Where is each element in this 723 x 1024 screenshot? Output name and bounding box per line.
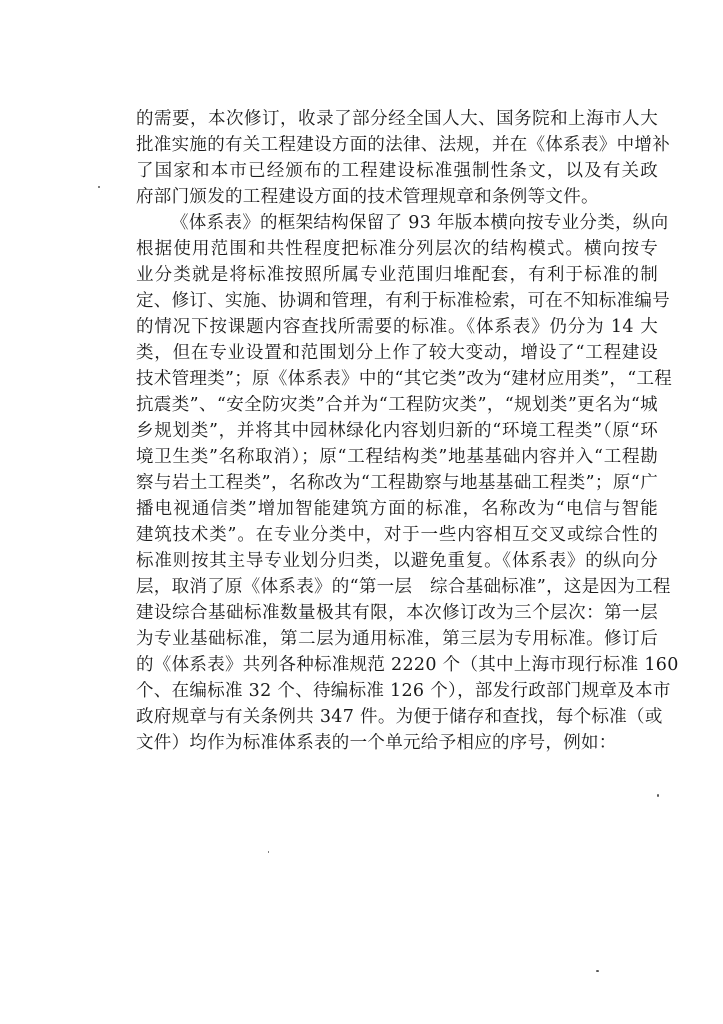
text-line: 的情况下按课题内容查找所需要的标准。《体系表》仍分为 14 大 [136,317,658,337]
text-line: 类，但在专业设置和范围划分上作了较大变动，增设了“工程建设 [136,343,658,363]
text-line: 个、在编标准 32 个、待编标准 126 个），部发行政部门规章及本市 [136,681,671,701]
text-line: 技术管理类”；原《体系表》中的“其它类”改为“建材应用类”，“工程 [136,369,673,389]
scan-speck [98,186,100,188]
text-line: 为专业基础标准，第二层为通用标准，第三层为专用标准。修订后 [136,629,658,649]
text-line: 府部门颁发的工程建设方面的技术管理规章和条例等文件。 [136,187,599,207]
text-line: 业分类就是将标准按照所属专业范围归堆配套，有利于标准的制 [136,265,658,285]
text-line: 的需要，本次修订，收录了部分经全国人大、国务院和上海市人大 [136,109,658,129]
text-line: 境卫生类”名称取消）；原“工程结构类”地基基础内容并入“工程勘 [136,447,658,467]
scan-speck [268,851,269,853]
text-line: 政府规章与有关条例共 347 件。为便于储存和查找，每个标准（或 [136,707,663,727]
text-line: 察与岩土工程类”，名称改为“工程勘察与地基基础工程类”；原“广 [136,473,658,493]
text-line: 层，取消了原《体系表》的“第一层 综合基础标准”，这是因为工程 [136,577,671,597]
scan-speck [657,794,659,797]
text-line: 文件）均作为标准体系表的一个单元给予相应的序号，例如： [136,733,617,753]
text-line: 的《体系表》共列各种标准规范 2220 个（其中上海市现行标准 160 [136,655,679,675]
text-line: 播电视通信类”增加智能建筑方面的标准，名称改为“电信与智能 [136,499,658,519]
text-line: 抗震类”、“安全防灾类”合并为“工程防灾类”，“规划类”更名为“城 [136,395,658,415]
text-line: 乡规划类”，并将其中园林绿化内容划归新的“环境工程类”（原“环 [136,421,658,441]
text-line: 建设综合基础标准数量极其有限，本次修订改为三个层次：第一层 [136,603,658,623]
text-line: 《体系表》的框架结构保留了 93 年版本横向按专业分类，纵向 [171,213,669,233]
text-line: 定、修订、实施、协调和管理，有利于标准检索，可在不知标准编号 [136,291,670,311]
body-text [136,106,679,756]
text-line: 建筑技术类”。在专业分类中，对于一些内容相互交叉或综合性的 [136,525,658,545]
scan-speck [596,970,599,972]
text-line: 了国家和本市已经颁布的工程建设标准强制性条文，以及有关政 [136,161,658,181]
text-line: 根据使用范围和共性程度把标准分列层次的结构模式。横向按专 [136,239,658,259]
text-line: 标准则按其主导专业划分归类，以避免重复。《体系表》的纵向分 [136,551,658,571]
text-line: 批准实施的有关工程建设方面的法律、法规，并在《体系表》中增补 [136,135,670,155]
